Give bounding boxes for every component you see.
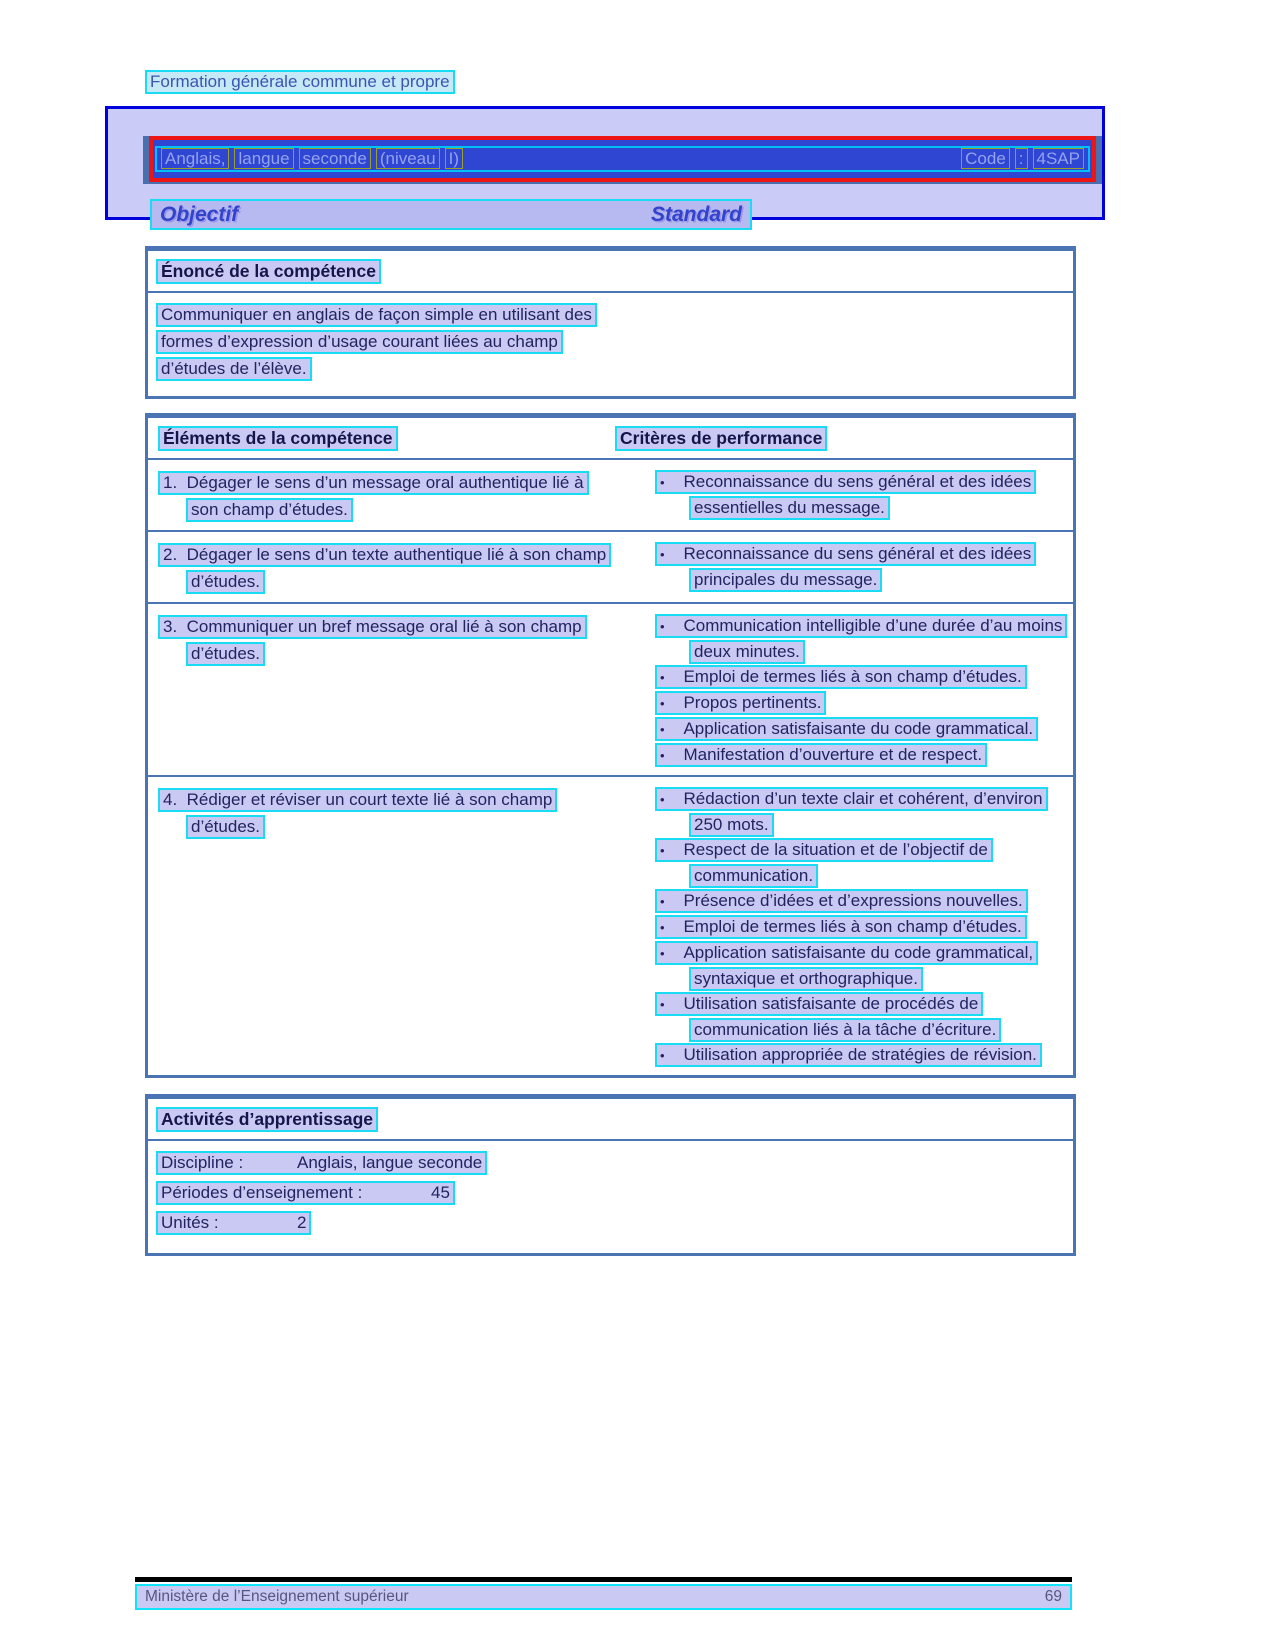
competence-row <box>148 460 1073 530</box>
running-header-text: Formation générale commune et propre <box>145 70 455 94</box>
enonce-table <box>145 246 1076 399</box>
code-word: : <box>1015 148 1028 169</box>
code-word: Code <box>961 148 1010 169</box>
activites-row <box>156 1179 1065 1206</box>
course-code <box>961 149 1084 169</box>
activites-label: Unités : <box>161 1213 219 1232</box>
footer-rule <box>135 1577 1072 1582</box>
course-title <box>161 149 468 169</box>
criteria-cell <box>615 469 1073 523</box>
element-item: 3. Communiquer un bref message oral lié à son champ d’études. <box>158 613 615 667</box>
criterion-item: • Présence d’idées et d’expressions nouvelles. <box>655 888 1073 914</box>
activites-title: Activités d’apprentissage <box>156 1107 378 1132</box>
activites-value: 2 <box>297 1213 307 1232</box>
banner-annotation-frame <box>149 136 1096 182</box>
bullet-icon: • <box>660 696 665 711</box>
title-word: seconde <box>299 148 371 169</box>
bullet-icon: • <box>660 997 665 1012</box>
element-cell <box>148 541 615 595</box>
title-word: I) <box>445 148 463 169</box>
title-word: langue <box>234 148 293 169</box>
code-word: 4SAP <box>1033 148 1084 169</box>
bullet-icon: • <box>660 946 665 961</box>
activites-label: Périodes d’enseignement : <box>161 1183 363 1202</box>
bullet-icon: • <box>660 670 665 685</box>
enonce-title: Énoncé de la compétence <box>156 259 381 284</box>
element-item: 4. Rédiger et réviser un court texte lié à son champ d’études. <box>158 786 615 840</box>
criterion-item: • Application satisfaisante du code grammatical, syntaxique et orthographique. <box>655 940 1073 991</box>
bullet-icon: • <box>660 894 665 909</box>
enonce-body <box>148 293 1073 396</box>
criteria-cell <box>615 541 1073 595</box>
banner-band <box>143 136 1102 184</box>
criterion-item: • Reconnaissance du sens général et des idées essentielles du message. <box>655 469 1073 520</box>
bullet-icon: • <box>660 748 665 763</box>
element-cell <box>148 613 615 768</box>
criterion-item: • Utilisation satisfaisante de procédés de communication liés à la tâche d’écriture. <box>655 991 1073 1042</box>
activites-label: Discipline : <box>161 1153 244 1172</box>
element-cell <box>148 469 615 523</box>
course-title-box <box>105 106 1105 226</box>
criterion-item: • Utilisation appropriée de stratégies de révision. <box>655 1042 1073 1068</box>
objectif-heading: Objectif <box>160 202 239 226</box>
bullet-icon: • <box>660 722 665 737</box>
title-word: Anglais, <box>161 148 229 169</box>
criterion-item: • Rédaction d’un texte clair et cohérent, d’environ 250 mots. <box>655 786 1073 837</box>
footer-bar <box>135 1584 1072 1610</box>
criterion-item: • Propos pertinents. <box>655 690 1073 716</box>
enonce-header <box>148 251 1073 293</box>
footer-ministry-text: Ministère de l’Enseignement supérieur <box>145 1588 409 1605</box>
activites-row <box>156 1209 1065 1236</box>
competence-table <box>145 413 1076 1078</box>
elements-column-header: Éléments de la compétence <box>148 428 615 449</box>
element-item: 2. Dégager le sens d’un texte authentique lié à son champ d’études. <box>158 541 615 595</box>
bullet-icon: • <box>660 920 665 935</box>
running-header <box>0 0 1275 92</box>
criteres-column-header: Critères de performance <box>615 428 1073 449</box>
bullet-icon: • <box>660 1048 665 1063</box>
activites-body <box>148 1141 1073 1253</box>
activites-header <box>148 1099 1073 1141</box>
bullet-icon: • <box>660 475 665 490</box>
criteria-cell <box>615 613 1073 768</box>
competence-row <box>148 775 1073 1075</box>
page-number: 69 <box>1044 1588 1062 1605</box>
element-cell <box>148 786 615 1068</box>
activites-value: 45 <box>431 1183 450 1202</box>
criterion-item: • Application satisfaisante du code grammatical. <box>655 716 1073 742</box>
criterion-item: • Emploi de termes liés à son champ d’études. <box>655 914 1073 940</box>
title-word: (niveau <box>376 148 440 169</box>
course-banner <box>155 146 1090 172</box>
element-item: 1. Dégager le sens d’un message oral authentique lié à son champ d’études. <box>158 469 615 523</box>
objectif-standard-bar <box>150 199 752 230</box>
criterion-item: • Manifestation d’ouverture et de respect. <box>655 742 1073 768</box>
bullet-icon: • <box>660 843 665 858</box>
bullet-icon: • <box>660 619 665 634</box>
activites-table <box>145 1094 1076 1256</box>
standard-heading: Standard <box>650 202 742 226</box>
bullet-icon: • <box>660 792 665 807</box>
competence-header-row <box>148 418 1073 460</box>
bullet-icon: • <box>660 547 665 562</box>
criterion-item: • Communication intelligible d’une durée d’au moins deux minutes. <box>655 613 1073 664</box>
criterion-item: • Respect de la situation et de l’objectif de communication. <box>655 837 1073 888</box>
criterion-item: • Emploi de termes liés à son champ d’études. <box>655 664 1073 690</box>
activites-row <box>156 1149 1065 1176</box>
competence-row <box>148 530 1073 602</box>
criteria-cell <box>615 786 1073 1068</box>
activites-value: Anglais, langue seconde <box>297 1153 483 1172</box>
enonce-text: Communiquer en anglais de façon simple en utilisant des formes d’expression d’usage courant liées au champ d’études de l’élève. <box>156 301 618 382</box>
criterion-item: • Reconnaissance du sens général et des idées principales du message. <box>655 541 1073 592</box>
page-footer <box>135 1577 1072 1610</box>
competence-row <box>148 602 1073 775</box>
